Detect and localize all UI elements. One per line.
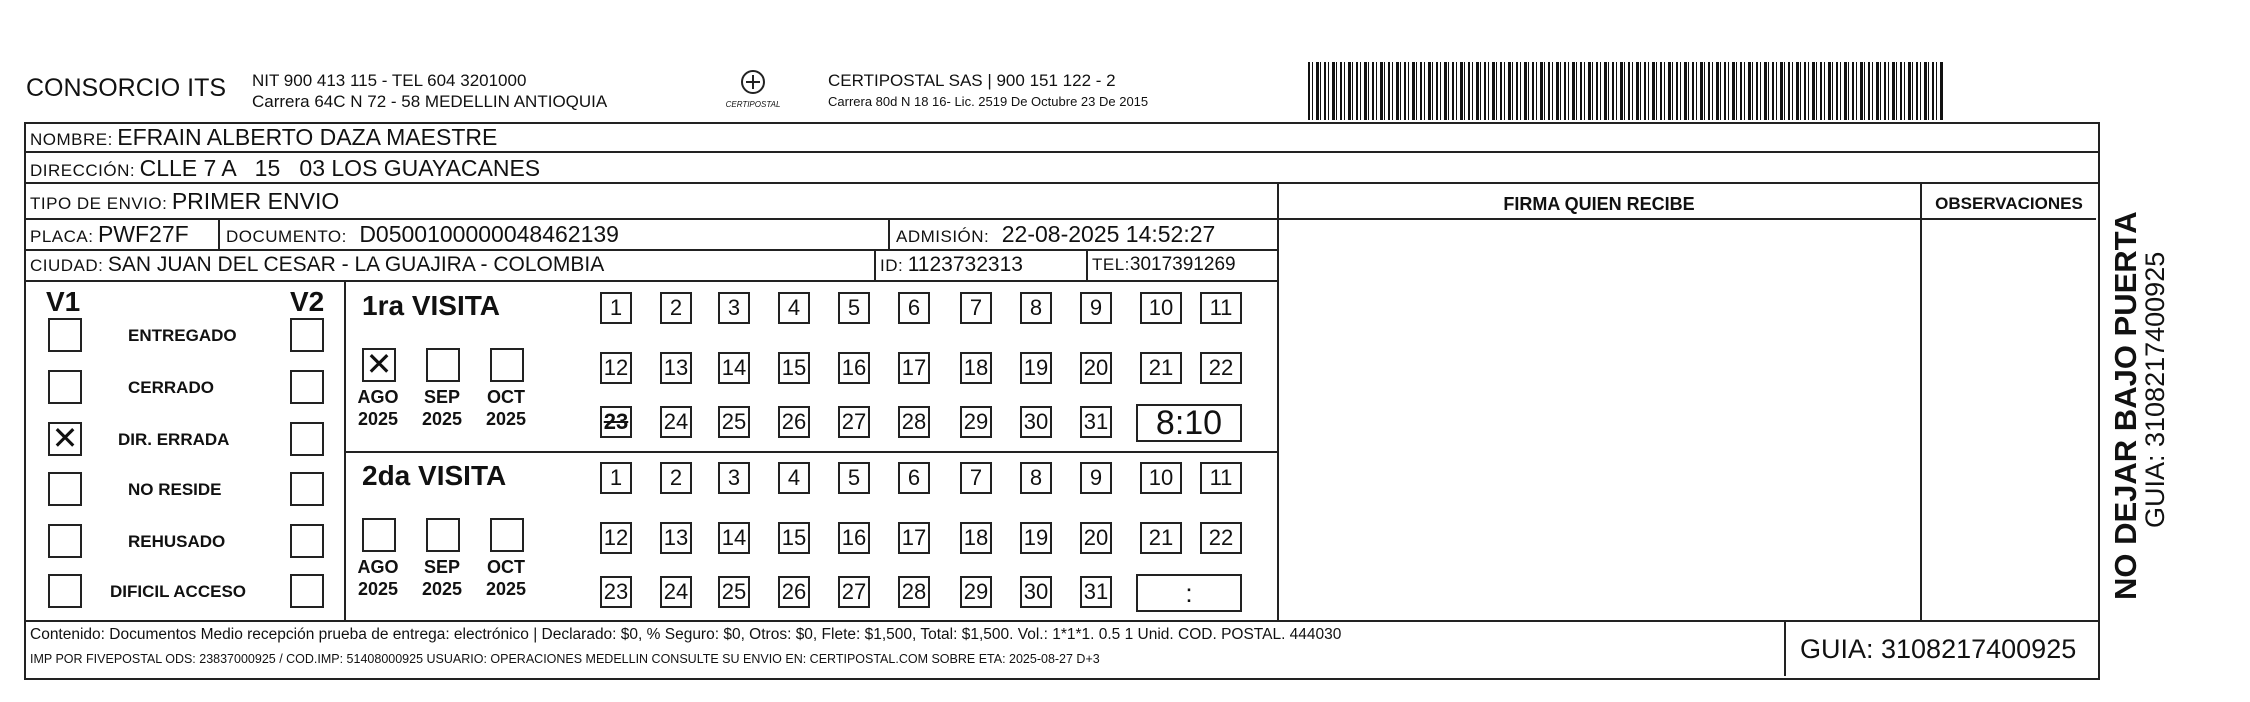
day-box[interactable]: 13 — [660, 522, 692, 554]
barcode — [1308, 62, 1944, 120]
second-visit-title: 2da VISITA — [362, 460, 507, 491]
day-box[interactable]: 6 — [898, 462, 930, 494]
documento-value: D0500100000048462139 — [359, 221, 619, 247]
day-box[interactable]: 20 — [1080, 352, 1112, 384]
day-box[interactable]: 10 — [1140, 292, 1182, 324]
year-label: 2025 — [421, 579, 463, 599]
month-label: SEP — [423, 387, 461, 407]
footer-content: Contenido: Documentos Medio recepción prueba de entrega: electrónico | Declarado: $0, % Seguro: $0, Otros: $0, Flete: $1,500, Total: $1,500. Vol.: 1*1*1. 0.5 1 Unid. COD. POSTAL. 444030 — [30, 626, 1342, 643]
ciudad-row: CIUDAD: SAN JUAN DEL CESAR - LA GUAJIRA - COLOMBIA — [30, 253, 605, 276]
day-box[interactable]: 4 — [778, 292, 810, 324]
day-box[interactable]: 14 — [718, 522, 750, 554]
day-box[interactable]: 24 — [660, 576, 692, 608]
admision-value: 22-08-2025 14:52:27 — [1001, 221, 1216, 247]
year-label: 2025 — [485, 579, 527, 599]
no-dejar-bajo-puerta: NO DEJAR BAJO PUERTA — [2108, 211, 2143, 600]
month-label: OCT — [487, 557, 525, 577]
placa-row: PLACA: PWF27F — [30, 221, 189, 247]
day-box[interactable]: 7 — [960, 462, 992, 494]
day-box[interactable]: 31 — [1080, 406, 1112, 438]
day-box[interactable]: 10 — [1140, 462, 1182, 494]
side-guia: GUIA: 3108217400925 — [2140, 251, 2170, 528]
direccion-value: CLLE 7 A 15 03 LOS GUAYACANES — [139, 155, 541, 181]
day-box[interactable]: 3 — [718, 462, 750, 494]
day-box[interactable]: 29 — [960, 576, 992, 608]
day-box[interactable]: 3 — [718, 292, 750, 324]
certipostal-logo — [722, 66, 784, 112]
day-box[interactable]: 12 — [600, 522, 632, 554]
day-box[interactable]: 23 — [600, 406, 632, 438]
day-box[interactable]: 2 — [660, 462, 692, 494]
v1-checkbox[interactable] — [48, 370, 82, 404]
month-checkbox[interactable] — [426, 518, 460, 552]
day-box[interactable]: 8 — [1020, 292, 1052, 324]
day-box[interactable]: 28 — [898, 576, 930, 608]
day-box[interactable]: 13 — [660, 352, 692, 384]
day-box[interactable]: 4 — [778, 462, 810, 494]
day-box[interactable]: 5 — [838, 292, 870, 324]
footer-imp: IMP POR FIVEPOSTAL ODS: 23837000925 / COD.IMP: 51408000925 USUARIO: OPERACIONES MEDELLIN CONSULTE SU ENVIO EN: CERTIPOSTAL.COM SOBRE ETA: 2025-08-27 D+3 — [30, 652, 1100, 666]
tel-value: 3017391269 — [1129, 254, 1236, 275]
v2-checkbox[interactable] — [290, 524, 324, 558]
month-label: OCT — [487, 387, 525, 407]
status-label: DIFICIL ACCESO — [110, 582, 247, 601]
day-box[interactable]: 25 — [718, 576, 750, 608]
ciudad-value: SAN JUAN DEL CESAR - LA GUAJIRA - COLOMBIA — [107, 253, 605, 276]
v2-checkbox[interactable] — [290, 370, 324, 404]
day-box[interactable]: 15 — [778, 352, 810, 384]
status-label: ENTREGADO — [128, 326, 237, 345]
day-box[interactable]: 29 — [960, 406, 992, 438]
month-checkbox[interactable] — [490, 348, 524, 382]
placa-value: PWF27F — [97, 221, 189, 247]
year-label: 2025 — [357, 579, 399, 599]
admision-row: ADMISIÓN: 22-08-2025 14:52:27 — [896, 221, 1216, 247]
certipostal-address: Carrera 80d N 18 16- Lic. 2519 De Octubre 23 De 2015 — [828, 94, 1149, 109]
month-checkbox[interactable] — [362, 518, 396, 552]
day-box[interactable]: 30 — [1020, 406, 1052, 438]
nombre-value: EFRAIN ALBERTO DAZA MAESTRE — [117, 124, 498, 150]
year-label: 2025 — [357, 409, 399, 429]
day-box[interactable]: 31 — [1080, 576, 1112, 608]
v2-checkbox[interactable] — [290, 318, 324, 352]
firma-header: FIRMA QUIEN RECIBE — [1503, 194, 1695, 214]
day-box[interactable]: 12 — [600, 352, 632, 384]
observaciones-header: OBSERVACIONES — [1935, 194, 2083, 213]
nombre-row: NOMBRE: EFRAIN ALBERTO DAZA MAESTRE — [30, 124, 498, 150]
nit-line: NIT 900 413 115 - TEL 604 3201000 — [252, 71, 527, 90]
month-checkbox[interactable] — [490, 518, 524, 552]
day-box[interactable]: 23 — [600, 576, 632, 608]
status-label: CERRADO — [128, 378, 214, 397]
id-row: ID: 1123732313 — [880, 253, 1023, 276]
direccion-row: DIRECCIÓN: CLLE 7 A 15 03 LOS GUAYACANES — [30, 155, 541, 181]
day-box[interactable]: 21 — [1140, 352, 1182, 384]
day-box[interactable]: 18 — [960, 522, 992, 554]
day-box[interactable]: 9 — [1080, 292, 1112, 324]
day-box[interactable]: 24 — [660, 406, 692, 438]
day-box[interactable]: 16 — [838, 352, 870, 384]
day-box[interactable]: 27 — [838, 406, 870, 438]
day-box[interactable]: 20 — [1080, 522, 1112, 554]
tipo-envio-value: PRIMER ENVIO — [171, 188, 340, 214]
day-box[interactable]: 30 — [1020, 576, 1052, 608]
tel-row: TEL:3017391269 — [1092, 254, 1236, 275]
status-label: REHUSADO — [128, 532, 226, 551]
day-box[interactable]: 22 — [1200, 522, 1242, 554]
day-box[interactable]: 9 — [1080, 462, 1112, 494]
day-box[interactable]: 11 — [1200, 462, 1242, 494]
status-label: NO RESIDE — [128, 480, 222, 499]
time-box[interactable]: 8:10 — [1136, 404, 1242, 442]
day-box[interactable]: 8 — [1020, 462, 1052, 494]
month-label: AGO — [357, 557, 399, 577]
v1-checkbox[interactable] — [48, 574, 82, 608]
v1-header: V1 — [46, 286, 81, 317]
day-box[interactable]: 15 — [778, 522, 810, 554]
day-box[interactable]: 6 — [898, 292, 930, 324]
day-box[interactable]: 19 — [1020, 522, 1052, 554]
footer-guia: GUIA: 3108217400925 — [1800, 634, 2077, 664]
day-box[interactable]: 1 — [600, 462, 632, 494]
status-label: DIR. ERRADA — [118, 430, 230, 449]
company-name: CONSORCIO ITS — [26, 74, 227, 102]
day-box[interactable]: 5 — [838, 462, 870, 494]
day-box[interactable]: 14 — [718, 352, 750, 384]
month-label: AGO — [357, 387, 399, 407]
day-box[interactable]: 26 — [778, 576, 810, 608]
year-label: 2025 — [485, 409, 527, 429]
documento-row: DOCUMENTO: D0500100000048462139 — [226, 221, 619, 247]
day-box[interactable]: 22 — [1200, 352, 1242, 384]
day-box[interactable]: 19 — [1020, 352, 1052, 384]
month-checkbox[interactable]: ✕ — [362, 348, 396, 382]
v2-checkbox[interactable] — [290, 422, 324, 456]
certipostal-line: CERTIPOSTAL SAS | 900 151 122 - 2 — [828, 71, 1116, 90]
first-visit-title: 1ra VISITA — [362, 290, 500, 321]
company-address: Carrera 64C N 72 - 58 MEDELLIN ANTIOQUIA — [252, 92, 608, 111]
v1-checkbox[interactable]: ✕ — [48, 422, 82, 456]
v1-checkbox[interactable] — [48, 524, 82, 558]
day-box[interactable]: 26 — [778, 406, 810, 438]
day-box[interactable]: 27 — [838, 576, 870, 608]
v1-checkbox[interactable] — [48, 472, 82, 506]
day-box[interactable]: 1 — [600, 292, 632, 324]
v2-checkbox[interactable] — [290, 472, 324, 506]
day-box[interactable]: 7 — [960, 292, 992, 324]
day-box[interactable]: 21 — [1140, 522, 1182, 554]
id-value: 1123732313 — [907, 253, 1023, 276]
year-label: 2025 — [421, 409, 463, 429]
tipo-envio-row: TIPO DE ENVIO: PRIMER ENVIO — [30, 188, 340, 214]
day-box[interactable]: 17 — [898, 352, 930, 384]
time-box[interactable]: : — [1136, 574, 1242, 612]
day-box[interactable]: 17 — [898, 522, 930, 554]
day-box[interactable]: 18 — [960, 352, 992, 384]
logo-text: CERTIPOSTAL — [725, 100, 781, 109]
day-box[interactable]: 28 — [898, 406, 930, 438]
month-checkbox[interactable] — [426, 348, 460, 382]
v1-checkbox[interactable] — [48, 318, 82, 352]
day-box[interactable]: 2 — [660, 292, 692, 324]
day-box[interactable]: 16 — [838, 522, 870, 554]
day-box[interactable]: 11 — [1200, 292, 1242, 324]
day-box[interactable]: 25 — [718, 406, 750, 438]
month-label: SEP — [423, 557, 461, 577]
v2-header: V2 — [290, 286, 325, 317]
v2-checkbox[interactable] — [290, 574, 324, 608]
